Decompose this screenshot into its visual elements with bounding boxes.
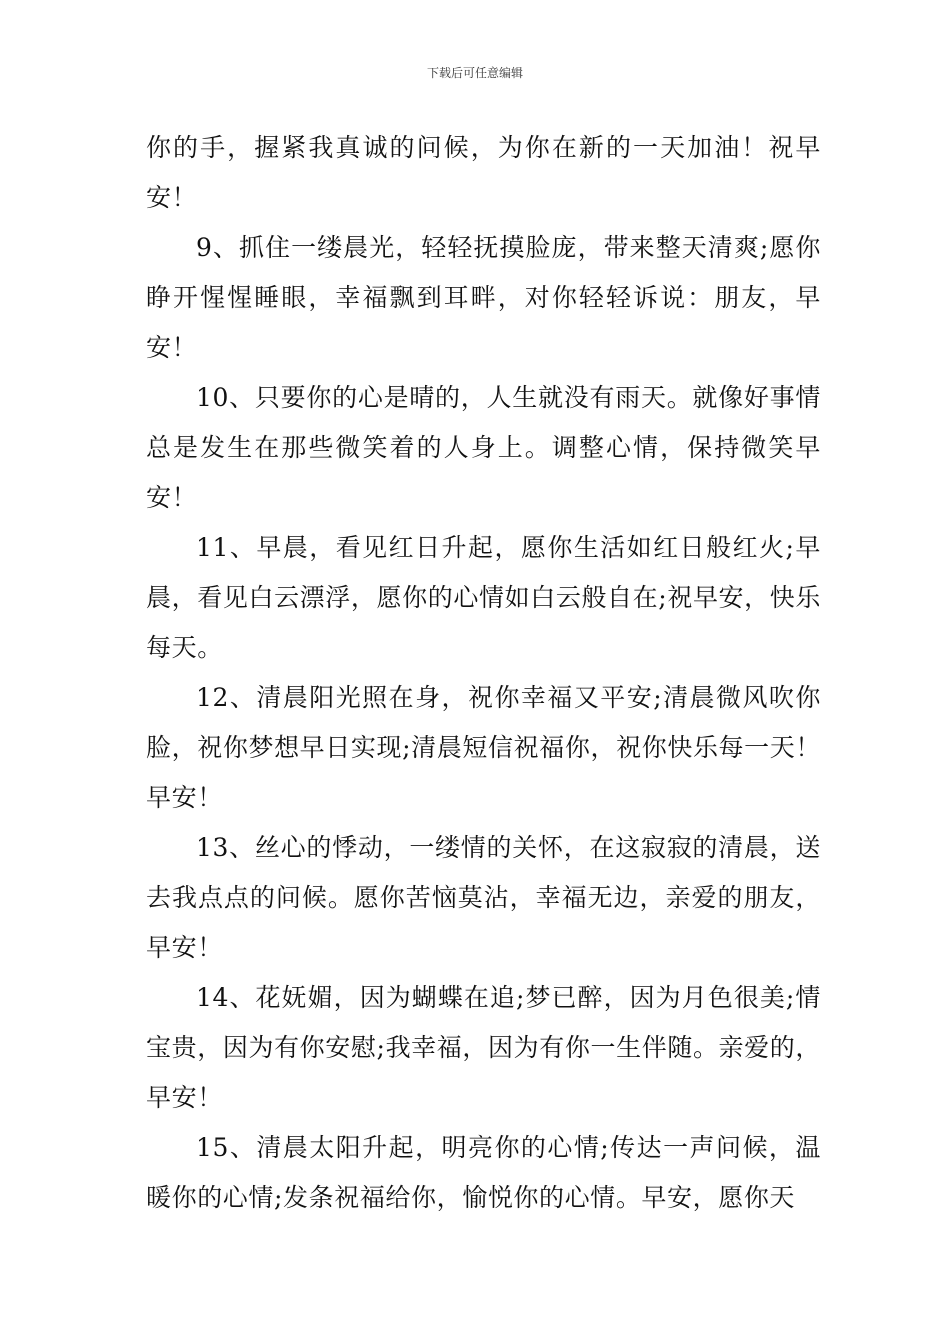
paragraph-item-13: 13、丝心的悸动，一缕情的关怀，在这寂寂的清晨，送去我点点的问候。愿你苦恼莫沾，幸福无边，亲爱的朋友，早安！ (146, 833, 821, 962)
document-body (146, 123, 821, 1223)
paragraph-item-14: 14、花妩媚，因为蝴蝶在追;梦已醉，因为月色很美;情宝贵，因为有你安慰;我幸福，因为有你一生伴随。亲爱的，早安！ (146, 983, 821, 1112)
paragraph-item-10: 10、只要你的心是晴的，人生就没有雨天。就像好事情总是发生在那些微笑着的人身上。调整心情，保持微笑早安！ (146, 383, 821, 512)
paragraph-item-11: 11、早晨，看见红日升起，愿你生活如红日般红火;早晨，看见白云漂浮，愿你的心情如白云般自在;祝早安，快乐每天。 (146, 533, 821, 662)
paragraph-item-15: 15、清晨太阳升起，明亮你的心情;传达一声问候，温暖你的心情;发条祝福给你，愉悦你的心情。早安，愿你天 (146, 1133, 821, 1212)
paragraph-continuation: 你的手，握紧我真诚的问候，为你在新的一天加油！祝早安！ (146, 133, 821, 212)
page-header: 下载后可任意编辑 (426, 66, 523, 80)
paragraph-item-12: 12、清晨阳光照在身，祝你幸福又平安;清晨微风吹你脸，祝你梦想早日实现;清晨短信祝福你，祝你快乐每一天！早安！ (146, 683, 821, 812)
paragraph-item-9: 9、抓住一缕晨光，轻轻抚摸脸庞，带来整天清爽;愿你睁开惺惺睡眼，幸福飘到耳畔，对你轻轻诉说：朋友，早安！ (146, 233, 821, 362)
